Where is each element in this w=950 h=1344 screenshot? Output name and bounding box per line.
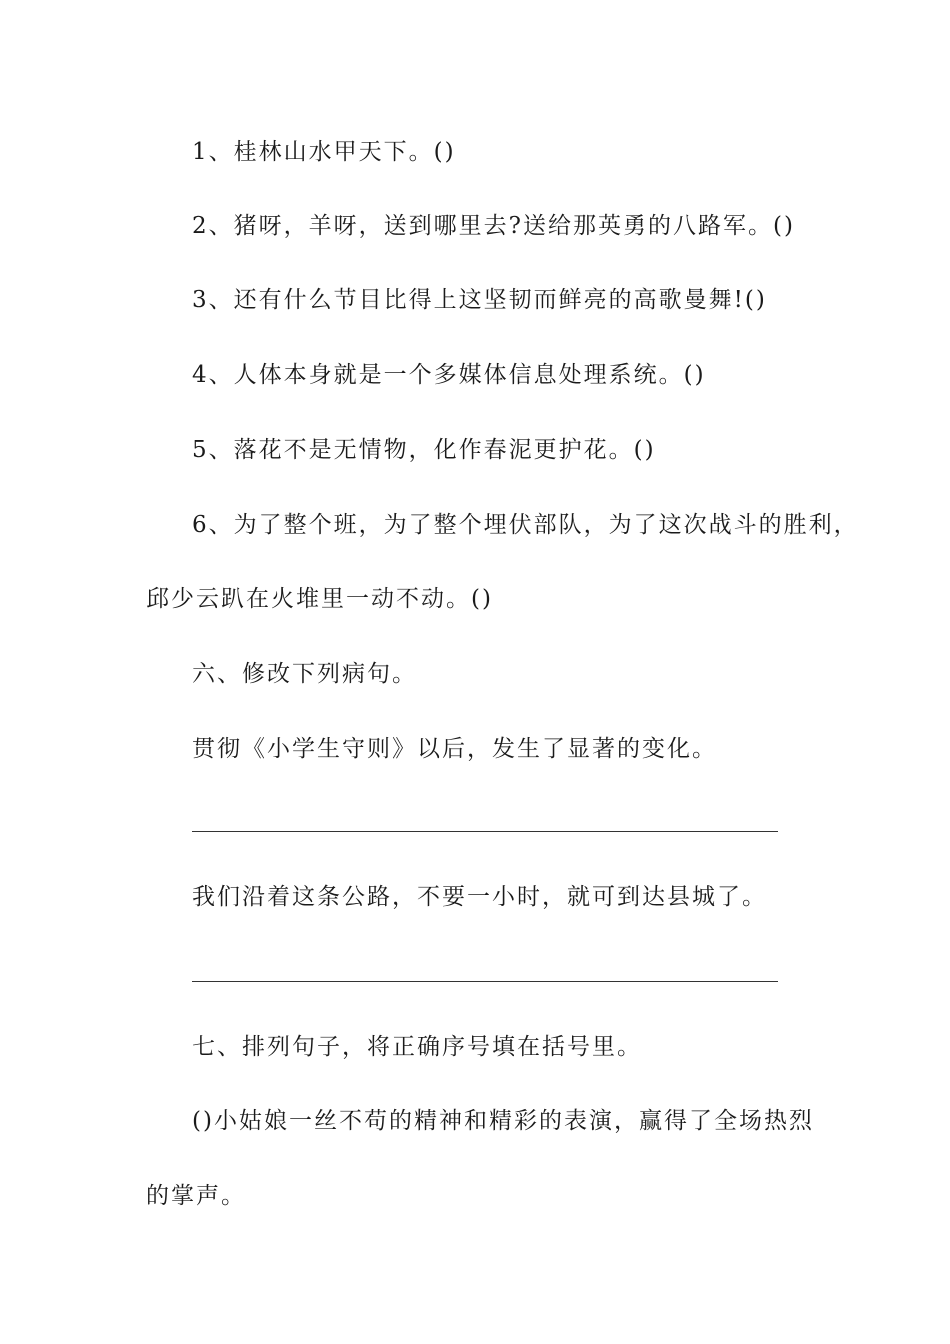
question-3: 3、还有什么节目比得上这坚韧而鲜亮的高歌曼舞!() (192, 287, 767, 313)
question-5: 5、落花不是无情物，化作春泥更护花。() (192, 437, 656, 463)
sick-sentence-1: 贯彻《小学生守则》以后，发生了显著的变化。 (192, 736, 717, 762)
question-6-line-1: 6、为了整个班，为了整个埋伏部队，为了这次战斗的胜利， (192, 512, 859, 538)
question-1: 1、桂林山水甲天下。() (192, 139, 456, 165)
section-7-title: 七、排列句子，将正确序号填在括号里。 (192, 1034, 642, 1060)
sick-sentence-2: 我们沿着这条公路，不要一小时，就可到达县城了。 (192, 884, 767, 910)
section-6-title: 六、修改下列病句。 (192, 661, 417, 687)
ordering-sentence-line-1: ()小姑娘一丝不苟的精神和精彩的表演，赢得了全场热烈 (192, 1108, 814, 1134)
question-2: 2、猪呀，羊呀，送到哪里去?送给那英勇的八路军。() (192, 213, 795, 239)
answer-line-1 (192, 831, 778, 832)
ordering-sentence-line-2: 的掌声。 (146, 1183, 246, 1209)
question-6-line-2: 邱少云趴在火堆里一动不动。() (146, 586, 493, 612)
answer-line-2 (192, 981, 778, 982)
question-4: 4、人体本身就是一个多媒体信息处理系统。() (192, 362, 706, 388)
